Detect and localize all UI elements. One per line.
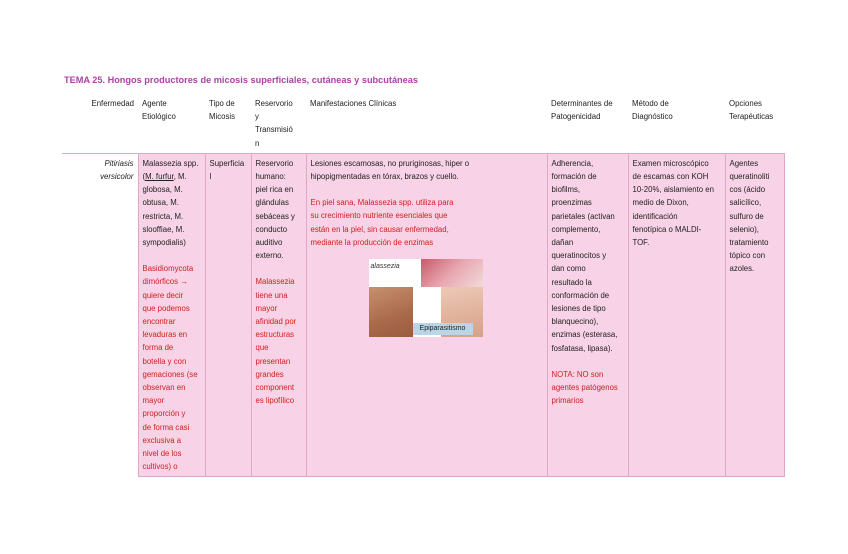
header-determinantes (547, 96, 628, 153)
text-line: Examen microscópico (632, 158, 709, 168)
text-line: grandes (255, 369, 284, 379)
header-agente (138, 96, 205, 153)
header-line: Micosis (209, 112, 235, 122)
header-enfermedad: Enfermedad (91, 99, 134, 108)
text-line: proporción y (142, 409, 186, 419)
text-line: cultivos) o (142, 462, 178, 472)
header-opciones (725, 96, 784, 153)
text-line: biofilms, (551, 185, 581, 195)
agent-line: Malassezia spp. (142, 158, 199, 168)
text-line: observan en (142, 383, 186, 393)
malassezia-image (369, 259, 483, 337)
text-line: Agentes (729, 158, 759, 168)
agent-red-list (143, 262, 201, 473)
text-line: tratamiento (729, 238, 769, 248)
image-panel (413, 287, 441, 323)
text-line: tiene una (255, 290, 288, 300)
text-line: Reservorio (255, 158, 294, 168)
text-line: parietales (activan (551, 211, 615, 221)
table-row (62, 153, 784, 477)
text-line: enzimas (esterasa, (551, 330, 618, 340)
text-line: dimórficos → (142, 277, 188, 287)
text-line: que (255, 343, 269, 353)
header-line: Terapéuticas (729, 112, 774, 122)
image-panel-skin (369, 287, 413, 337)
text-line: dañan (551, 238, 574, 248)
text-line: tópico con (729, 251, 766, 261)
reservoir-list (256, 157, 302, 263)
header-line: n (255, 138, 260, 148)
text-line: primarios (551, 396, 584, 406)
type-line: l (209, 172, 212, 182)
text-line: 10-20%, aislamiento en (632, 185, 714, 195)
header-row (62, 96, 784, 153)
cell-determinants (547, 153, 628, 477)
text-line: auditivo (255, 238, 283, 248)
text-line: mayor (142, 396, 165, 406)
text-line: glándulas (255, 198, 289, 208)
disease-line: Pitiriasis (104, 158, 134, 168)
agent-line: restricta, M. (142, 211, 184, 221)
mycosis-table (62, 96, 785, 477)
text-line: lesiones de tipo (551, 304, 606, 314)
cell-reservoir (251, 153, 306, 477)
text-line: están en la piel, sin causar enfermedad, (310, 224, 449, 234)
cell-agent: Malassezia spp. (M. furfur, M. globosa, M. obtusa, M. restricta, M. slooffiae, M. sympodialis) Basidiomycota dimórficos → quiere decir que podemos encontrar levaduras en forma de botella y con gemaciones (se observan en mayor proporción y de forma casi exclusiva a nivel de los cultivos) o (138, 153, 205, 477)
text-line: medio de Dixon, (632, 198, 689, 208)
text-line: exclusiva a (142, 435, 182, 445)
text-line: nivel de los (142, 449, 182, 459)
text-line: conformación de (551, 290, 610, 300)
image-panel-lesion (421, 259, 483, 287)
text-line: queratinocitos y (551, 251, 607, 261)
text-line: resultado la (551, 277, 592, 287)
text-line: fenotípica o MALDI- (632, 224, 702, 234)
text-line: azoles. (729, 264, 755, 274)
cell-manifestations (306, 153, 547, 477)
determinants-red-list (552, 368, 624, 408)
text-line: salicílico, (729, 198, 762, 208)
text-line: presentan (255, 356, 291, 366)
diagnosis-list (633, 157, 721, 249)
header-line: y (255, 112, 259, 122)
text-line: sebáceas y (255, 211, 295, 221)
text-line: Lesiones escamosas, no pruriginosas, hiper o (310, 158, 470, 168)
text-line: quiere decir (142, 290, 184, 300)
determinants-list (552, 157, 624, 355)
cell-disease (62, 153, 138, 477)
header-line: Etiológico (142, 112, 176, 122)
cell-diagnosis (628, 153, 725, 477)
text-line: TOF. (632, 238, 650, 248)
text-line: que podemos (142, 303, 190, 313)
text-line: afinidad por (255, 317, 297, 327)
text-line: botella y con (142, 356, 187, 366)
text-line: dan como (551, 264, 586, 274)
text-line: blanquecino), (551, 317, 599, 327)
reservoir-red-list (256, 275, 302, 407)
manifest-red-list (311, 196, 543, 249)
agent-line: obtusa, M. (142, 198, 179, 208)
header-manifestaciones: Manifestaciones Clínicas (310, 99, 397, 108)
text-line: de forma casi (142, 422, 190, 432)
text-line: forma de (142, 343, 174, 353)
agent-line: , M. (173, 172, 187, 182)
header-reservorio (251, 96, 306, 153)
therapy-list (730, 157, 780, 276)
text-line: cos (ácido (729, 185, 766, 195)
text-line: externo. (255, 251, 284, 261)
text-line: su crecimiento nutriente esenciales que (310, 211, 448, 221)
text-line: estructuras (255, 330, 295, 340)
text-line: mayor (255, 303, 278, 313)
text-line: hipopigmentadas en tórax, brazos y cuello. (310, 172, 459, 182)
text-line: mediante la producción de enzimas (310, 237, 434, 247)
header-line: Opciones (729, 99, 762, 108)
header-line: Transmisió (255, 125, 293, 135)
text-line: de escamas con KOH (632, 172, 709, 182)
text-line: complemento, (551, 224, 601, 234)
text-line: fosfatasa, lipasa). (551, 343, 613, 353)
text-line: encontrar (142, 317, 176, 327)
agent-species-underlined: M. furfur (145, 172, 174, 182)
cell-type (205, 153, 251, 477)
text-line: Malassezia (255, 277, 295, 287)
text-line: gemaciones (se (142, 369, 198, 379)
text-line: Basidiomycota (142, 264, 194, 274)
agent-line: slooffiae, M. (142, 224, 185, 234)
text-line: sulfuro de (729, 211, 764, 221)
header-line: Reservorio (255, 99, 293, 108)
header-line: Diagnóstico (632, 112, 673, 122)
text-line: piel rica en (255, 185, 294, 195)
header-line: Tipo de (209, 99, 235, 108)
page-title: TEMA 25. Hongos productores de micosis superficiales, cutáneas y subcutáneas (64, 75, 418, 85)
text-line: queratinoliti (729, 172, 770, 182)
agent-line: globosa, M. (142, 185, 183, 195)
image-caption: Epiparasitismo (413, 323, 473, 335)
agent-line: sympodialis) (142, 238, 186, 248)
text-line: component (255, 383, 295, 393)
type-line: Superficia (209, 158, 245, 168)
text-line: conducto (255, 224, 288, 234)
text-line: selenio), (729, 224, 759, 234)
text-line: levaduras en (142, 330, 188, 340)
header-line: Agente (142, 99, 167, 108)
disease-line: versicolor (100, 172, 134, 182)
text-line: Adherencia, (551, 158, 594, 168)
text-line: agentes patógenos (551, 383, 618, 393)
text-line: humano: (255, 172, 286, 182)
header-metodo (628, 96, 725, 153)
header-line: Método de (632, 99, 669, 108)
text-line: proenzimas (551, 198, 592, 208)
text-line: formación de (551, 172, 597, 182)
text-line: identificación (632, 211, 678, 221)
header-line: Determinantes de (551, 99, 613, 108)
text-line: En piel sana, Malassezia spp. utiliza para (310, 198, 454, 208)
text-line: es lipofílico (255, 396, 295, 406)
manifest-list (311, 157, 543, 183)
header-tipo (205, 96, 251, 153)
text-line: NOTA: NO son (551, 369, 604, 379)
image-label: alassezia (370, 263, 400, 271)
header-line: Patogenicidad (551, 112, 601, 122)
cell-therapy (725, 153, 784, 477)
